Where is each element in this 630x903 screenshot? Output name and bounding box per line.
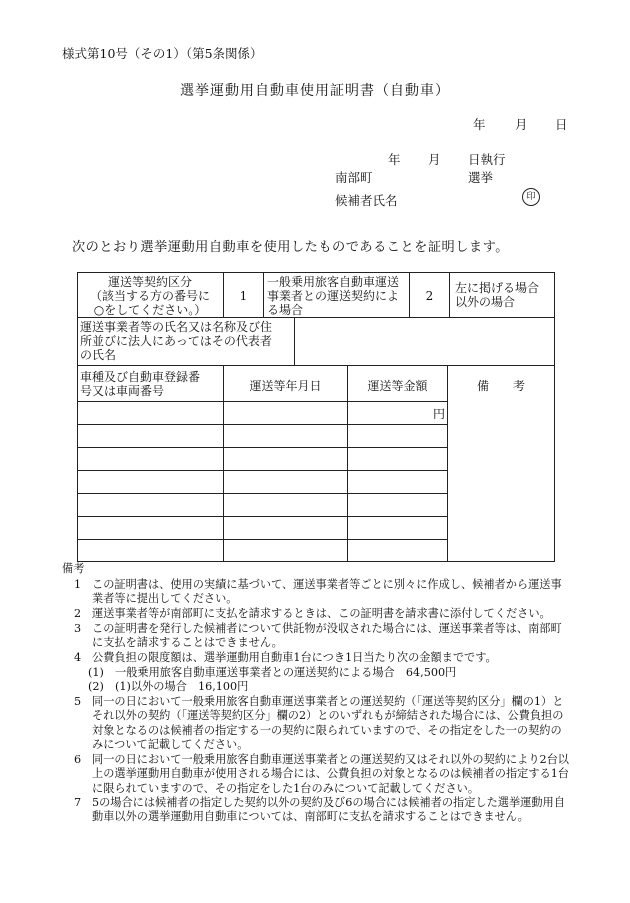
form-number: 様式第10号（その1）（第5条関係） [62,46,263,61]
vehicle-column-header: 車種及び自動車登録番 号又は車両番号 [80,370,201,398]
contract-option-1-number[interactable]: 1 [239,289,248,303]
note-1-number: 1 [74,578,82,591]
note-7-text: 5の場合には候補者の指定した契約以外の契約及び6の場合には候補者の指定した選挙運動用自動車以外の選挙運動用自動車については、南部町に支払を請求することはできません。 [92,796,565,824]
remarks-column-header: 備 考 [476,379,525,393]
operator-name-field[interactable] [295,318,553,364]
election-label: 選挙 [468,170,494,185]
town-name: 南部町 [335,170,373,185]
contract-option-2-text: 左に掲げる場合 以外の場合 [455,281,540,309]
operator-name-label: 運送事業者等の氏名又は名称及び住 所並びに法人にあってはその代表者 の氏名 [80,320,273,362]
note-6-number: 6 [74,753,82,766]
issue-day-label: 日 [555,117,568,132]
note-2-text: 運送事業者等が南部町に支払を請求するときは、この証明書を請求書に添付してください。 [92,607,551,620]
note-4-1-text: (1) 一般乗用旅客自動車運送事業者との運送契約による場合 64,500円 [88,666,457,679]
note-1-text: この証明書は、使用の実績に基づいて、運送事業者等ごとに別々に作成し、候補者から運送事業者等に提出してください。 [92,578,562,606]
certification-statement: 次のとおり選挙運動用自動車を使用したものであることを証明します。 [72,240,509,255]
election-year-label: 年 [388,152,401,167]
remarks-field[interactable] [448,402,553,560]
election-month-label: 月 [428,152,441,167]
note-5-number: 5 [74,695,82,708]
contract-option-2-number[interactable]: 2 [425,289,434,303]
note-4-number: 4 [74,651,82,664]
issue-month-label: 月 [515,117,528,132]
note-4-text: 公費負担の限度額は、選挙運動用自動車1台につき1日当たり次の金額までです。 [92,651,497,664]
amount-column-header: 運送等金額 [367,379,428,393]
date-column-header: 運送等年月日 [249,379,322,393]
yen-unit: 円 [433,407,446,421]
seal-mark-icon: 印 [522,188,540,206]
contract-type-label: 運送等契約区分 （該当する方の番号に ○をしてください。） [89,275,210,317]
notes-heading: 備考 [62,562,85,575]
note-6-text: 同一の日において一般乗用旅客自動車運送事業者との運送契約又はそれ以外の契約により2台以上の選挙運動用自動車が使用される場合には、公費負担の対象となるのは候補者の指定する1台に限られていますので、その指定をした1台のみについて記載してください。 [92,753,569,795]
note-7-number: 7 [74,796,82,809]
issue-year-label: 年 [473,117,486,132]
note-5-text: 同一の日において一般乗用旅客自動車運送事業者との運送契約（「運送等契約区分」欄の1）とそれ以外の契約（「運送等契約区分」欄の2）とのいずれもが締結された場合には、公費負担の対象となるのは候補者の指定する一の契約に限られていますので、その指定をした一の契約のみについて記載してください。 [92,695,564,751]
note-2-number: 2 [74,607,82,620]
election-day-label: 日執行 [468,152,506,167]
contract-option-1-text: 一般乗用旅客自動車運送 事業者との運送契約によ る場合 [267,275,400,317]
note-4-2-text: (2) (1)以外の場合 16,100円 [88,680,249,693]
document-title: 選挙運動用自動車使用証明書（自動車） [180,83,450,99]
issue-date [473,115,568,133]
election-date [388,150,506,168]
note-3-number: 3 [74,622,82,635]
candidate-name-label: 候補者氏名 [335,193,398,208]
note-3-text: この証明書を発行した候補者について供託物が没収された場合には、運送事業者等は、南部町に支払を請求することはできません。 [92,622,562,650]
